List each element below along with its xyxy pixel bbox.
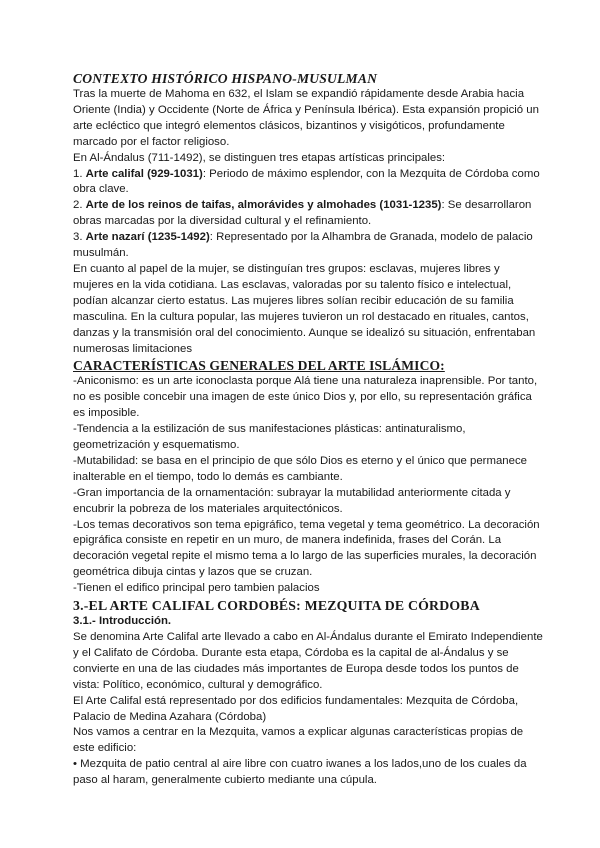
section3-title: 3.-EL ARTE CALIFAL CORDOBÉS: MEZQUITA DE CÓRDOBA: [73, 598, 480, 614]
stage-item: 1. Arte califal (929-1031): Periodo de máximo esplendor, con la Mezquita de Córdoba como obra clave.: [73, 167, 540, 196]
characteristic-item: -Tendencia a la estilización de sus manifestaciones plásticas: antinaturalismo, geometrización y esquematismo.: [73, 423, 466, 452]
section3-paragraph: Se denomina Arte Califal arte llevado a cabo en Al-Ándalus durante el Emirato Independiente y el Califato de Córdoba. Durante esta etapa, Córdoba es la capital de al-Ándalus y se convierte en una de las ciudades más importantes de Europa desde todos los puntos de vista: Político, económico, cultural y demográfico.: [73, 631, 543, 691]
document-page: [73, 70, 543, 789]
section3-paragraph: Nos vamos a centrar en la Mezquita, vamos a explicar algunas características propias de este edificio:: [73, 726, 524, 755]
context-title: CONTEXTO HISTÓRICO HISPANO-MUSULMAN: [73, 71, 378, 86]
characteristic-item: -Aniconismo: es un arte iconoclasta porque Alá tiene una naturaleza inaprensible. Por tanto, no es posible concebir una imagen de este único Dios y, por ello, su representación gráfica es imposible.: [73, 375, 538, 420]
section3-paragraph: El Arte Califal está representado por dos edificios fundamentales: Mezquita de Córdoba, Palacio de Medina Azahara (Córdoba): [73, 694, 519, 723]
characteristic-item: -Tienen el edifico principal pero tambien palacios: [73, 582, 320, 595]
characteristics-title: CARACTERÍSTICAS GENERALES DEL ARTE ISLÁMICO:: [73, 358, 445, 374]
characteristic-item: -Gran importancia de la ornamentación: subrayar la mutabilidad anteriormente citada y encubrir la pobreza de los materiales arquitectónicos.: [73, 486, 511, 515]
stage-name: Arte de los reinos de taifas, almorávides y almohades (1031-1235): [85, 199, 442, 212]
context-intro: Tras la muerte de Mahoma en 632, el Islam se expandió rápidamente desde Arabia hacia Oriente (India) y Occidente (Norte de África y Península Ibérica). Esta expansión propició un arte ecléctico que integró elementos clásicos, bizantinos y visigóticos, profundamente marcado por el factor religioso.: [73, 88, 539, 148]
bullet-item: • Mezquita de patio central al aire libre con cuatro iwanes a los lados,uno de los cuales da paso al haram, generalmente cubierto mediante una cúpula.: [73, 758, 527, 787]
stages-intro: En Al-Ándalus (711-1492), se distinguen tres etapas artísticas principales:: [73, 151, 446, 164]
stage-name: Arte califal (929-1031): [85, 167, 203, 180]
women-paragraph: En cuanto al papel de la mujer, se distinguían tres grupos: esclavas, mujeres libres y mujeres en la vida cotidiana. Las esclavas, valoradas por su talento físico e intelectual, podían alcanzar cierto estatus. Las mujeres libres solían recibir educación de su familia masculina. En la cultura popular, las mujeres tuvieron un rol destacado en rituales, cantos, danzas y la transmisión oral del conocimiento. Aunque se idealizó su situación, enfrentaban numerosas limitaciones: [73, 262, 536, 355]
stage-item: 3. Arte nazarí (1235-1492): Representado por la Alhambra de Granada, modelo de palacio musulmán.: [73, 231, 533, 260]
stage-item: 2. Arte de los reinos de taifas, almorávides y almohades (1031-1235): Se desarrollaron obras marcadas por la diversidad cultural y el refinamiento.: [73, 199, 532, 228]
section3-subtitle: 3.1.- Introducción.: [73, 615, 172, 628]
characteristic-item: -Mutabilidad: se basa en el principio de que sólo Dios es eterno y el único que permanece inalterable en el tiempo, todo lo demás es cambiante.: [73, 454, 528, 483]
characteristic-item: -Los temas decorativos son tema epigráfico, tema vegetal y tema geométrico. La decoración epigráfica consiste en repetir en un muro, de manera indefinida, frases del Corán. La decoración vegetal repite el mismo tema a lo largo de las superficies murales, la decoración geométrica dibuja cintas y lazos que se cruzan.: [73, 518, 540, 579]
stage-name: Arte nazarí (1235-1492): [85, 231, 210, 244]
